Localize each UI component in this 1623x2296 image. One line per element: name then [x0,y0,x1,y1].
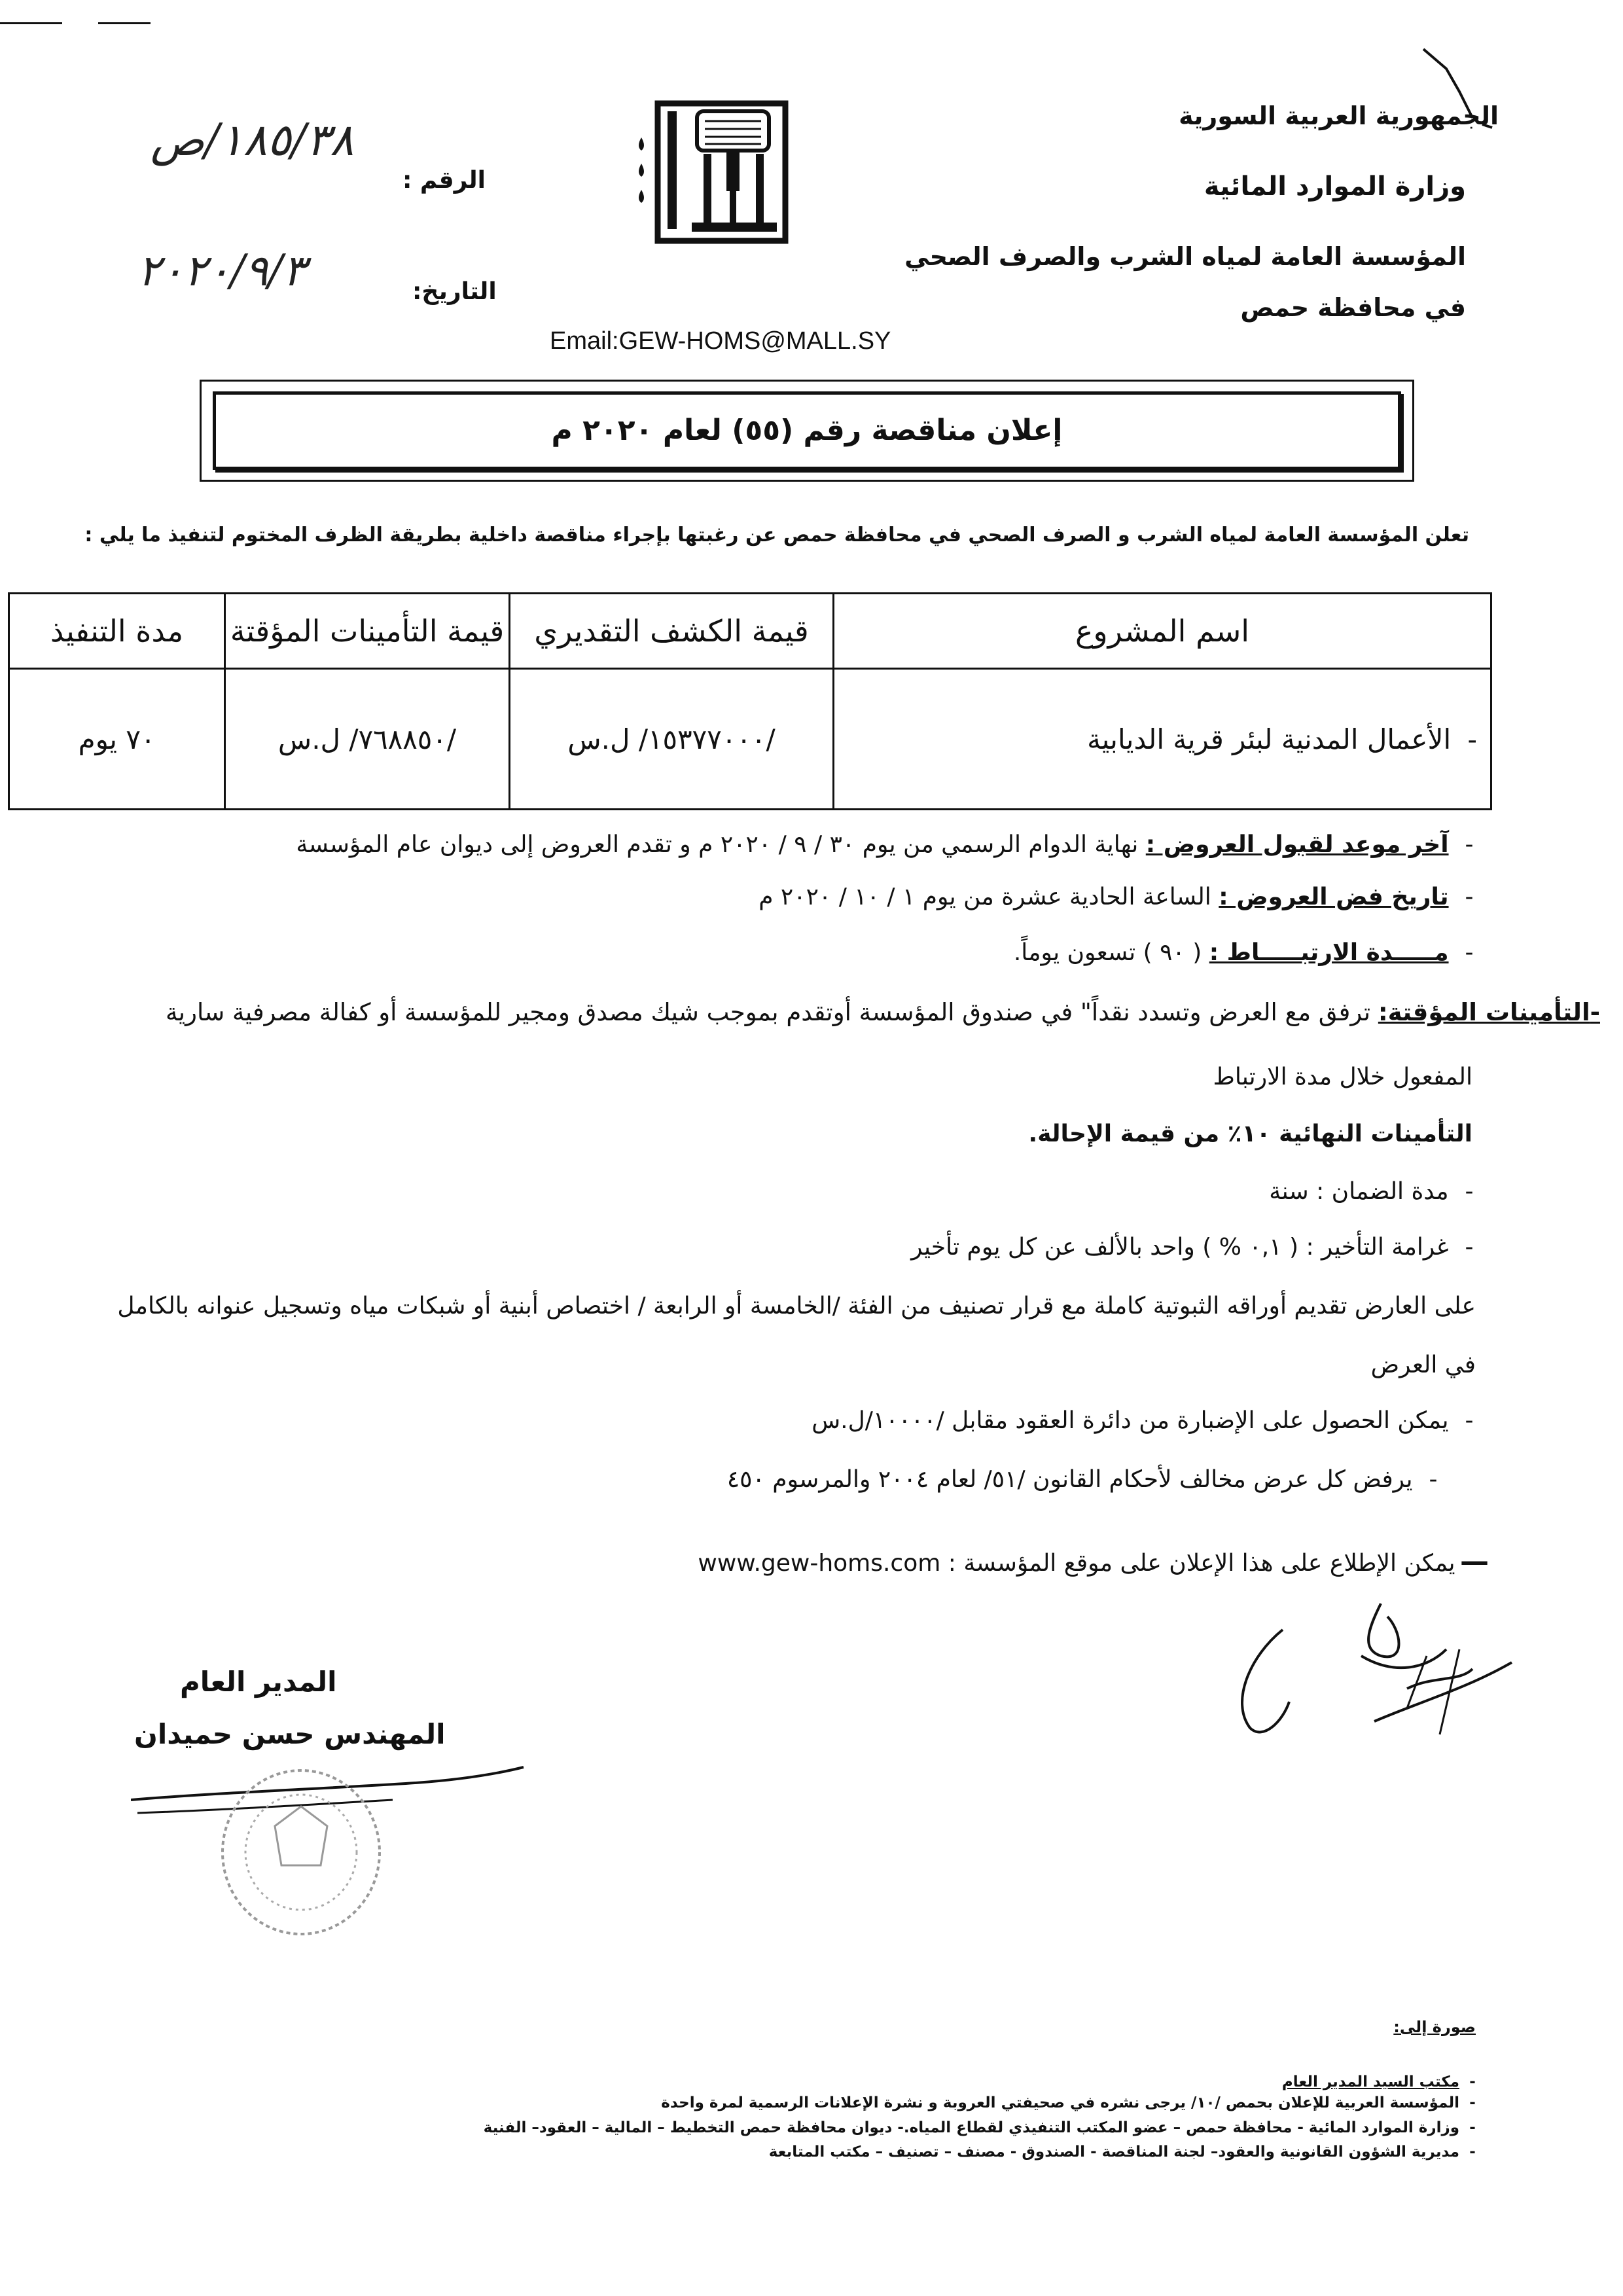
cc-label: صورة إلى: [1393,2018,1476,2036]
temp-insurance-label: التأمينات المؤقتة: [1378,998,1590,1026]
reject-line: - يرفض كل عرض مخالف لأحكام القانون /٥١/ لعام ٢٠٠٤ والمرسوم ٤٥٠ [726,1466,1438,1493]
ministry-name: وزارة الموارد المائية [1204,171,1466,202]
handwritten-signature [1211,1590,1538,1767]
cc-item: -مكتب السيد المدير العام [1281,2073,1476,2090]
email-line: Email:GEW-HOMS@MALL.SY [550,327,891,355]
reject-text: يرفض كل عرض مخالف لأحكام القانون /٥١/ لعام ٢٠٠٤ والمرسوم ٤٥٠ [726,1466,1413,1493]
col-duration: مدة التنفيذ [9,594,225,669]
binding-label: مـــــدة الارتبـــــاط : [1209,939,1449,966]
table-header-row [9,594,1491,669]
signatory-name: المهندس حسن حميدان [134,1718,446,1750]
establishment-name: المؤسسة العامة لمياه الشرب والصرف الصحي [904,242,1466,271]
cc-item: -المؤسسة العربية للإعلان بحمص /١٠/ يرجى نشره في صحيفتي العروبة و نشرة الإعلانات الرسمية لمرة واحدة [661,2094,1476,2111]
penalty-text: غرامة التأخير : ( ٠,١ % ) واحد بالألف عن كل يوم تأخير [911,1234,1449,1261]
governorate-name: في محافظة حمص [1240,293,1466,322]
deadline-text: نهاية الدوام الرسمي من يوم ٣٠ / ٩ / ٢٠٢٠ م و تقدم العروض إلى ديوان عام المؤسسة [296,831,1139,858]
binding-text: ( ٩٠ ) تسعون يوماً. [1013,939,1202,966]
final-insurance-line: التأمينات النهائية ١٠٪ من قيمة الإحالة. [1028,1121,1472,1147]
opening-label: تاريخ فض العروض : [1219,884,1449,910]
cc-item: -وزارة الموارد المائية - محافظة حمص – عضو المكتب التنفيذي لقطاع المياه.- ديوان محافظة حمص التخطيط – المالية – العقود– الفنية [483,2119,1476,2136]
temp-insurance-text: ترفق مع العرض وتسدد نقداً" في صندوق المؤسسة أوتقدم بموجب شيك مصدق ومجير للمؤسسة أو كفالة مصرفية سارية [165,998,1371,1026]
col-deposit: قيمة التأمينات المؤقتة [225,594,510,669]
cc-item: -مديرية الشؤون القانونية والعقود– لجنة المناقصة - الصندوق - مصنف – تصنيف – مكتب المتابعة [768,2144,1476,2161]
opening-line: - تاريخ فض العروض : الساعة الحادية عشرة من يوم ١ / ١٠ / ٢٠٢٠ م [758,884,1474,910]
republic-name: الجمهورية العربية السورية [1179,101,1499,130]
booklet-line: - يمكن الحصول على الإضبارة من دائرة العقود مقابل /١٠٠٠٠/ل.س [812,1407,1474,1434]
col-estimate: قيمة الكشف التقديري [510,594,834,669]
opening-text: الساعة الحادية عشرة من يوم ١ / ١٠ / ٢٠٢٠ م [758,884,1211,910]
deposit-cell: /٧٦٨٨٥٠/ ل.س [225,669,510,810]
official-stamp-and-signature [131,1728,537,1944]
website-line: — يمكن الإطلاع على هذا الإعلان على موقع المؤسسة : www.gew-homs.com [698,1545,1489,1578]
title-box [213,391,1401,470]
project-cell: - الأعمال المدنية لبئر قرية الديابية [834,669,1491,810]
booklet-text: يمكن الحصول على الإضبارة من دائرة العقود مقابل /١٠٠٠٠/ل.س [812,1407,1449,1434]
number-value: ١٨٥/٣٨/ص [151,115,354,166]
deadline-line: - آخر موعد لقبول العروض : نهاية الدوام الرسمي من يوم ٣٠ / ٩ / ٢٠٢٠ م و تقدم العروض إلى ديوان عام المؤسسة [296,831,1474,858]
date-value: ٢٠٢٠/٩/٣ [137,245,306,296]
warranty-line: - مدة الضمان : سنة [1269,1178,1474,1205]
temp-insurance-line: -التأمينات المؤقتة: ترفق مع العرض وتسدد نقداً" في صندوق المؤسسة أوتقدم بموجب شيك مصدق ومجير للمؤسسة أو كفالة مصرفية سارية [165,998,1600,1026]
warranty-text: مدة الضمان : سنة [1269,1178,1449,1205]
date-label: التاريخ: [412,278,497,305]
binding-line: - مـــــدة الارتبـــــاط : ( ٩٠ ) تسعون يوماً. [1013,939,1474,966]
water-tower-logo-icon [632,98,808,245]
documents-line2: في العرض [1370,1352,1476,1378]
scan-mark [98,22,151,24]
duration-cell: ٧٠ يوم [9,669,225,810]
deadline-label: آخر موعد لقبول العروض : [1145,831,1449,858]
project-name: الأعمال المدنية لبئر قرية الديابية [1087,723,1452,755]
documents-line: على العارض تقديم أوراقه الثبوتية كاملة مع قرار تصنيف من الفئة /الخامسة أو الرابعة / اختصاص أبنية أو شبكات مياه وتسجيل عنوانه بالكامل [117,1293,1476,1319]
estimate-cell: /١٥٣٧٧٠٠٠/ ل.س [510,669,834,810]
penalty-line: - غرامة التأخير : ( ٠,١ % ) واحد بالألف عن كل يوم تأخير [911,1234,1474,1261]
intro-text: تعلن المؤسسة العامة لمياه الشرب و الصرف الصحي في محافظة حمص عن رغبتها بإجراء مناقصة داخلية بطريقة الظرف المختوم لتنفيذ ما يلي : [84,524,1469,547]
table-row [9,669,1491,810]
number-label: الرقم : [402,167,486,194]
temp-insurance-line2: المفعول خلال مدة الارتباط [1213,1064,1472,1090]
scan-mark [0,22,62,24]
projects-table [8,592,1492,810]
signatory-position: المدير العام [180,1666,337,1698]
col-project-name: اسم المشروع [834,594,1491,669]
website-text: يمكن الإطلاع على هذا الإعلان على موقع المؤسسة : www.gew-homs.com [698,1550,1455,1577]
announcement-title: إعلان مناقصة رقم (٥٥) لعام ٢٠٢٠ م [551,414,1063,447]
